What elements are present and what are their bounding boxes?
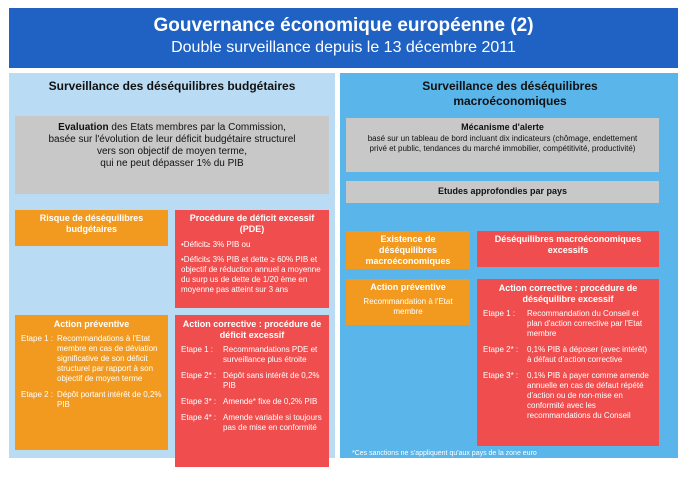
right-preventive-title: Action préventive — [370, 282, 446, 292]
evaluation-line4: qui ne peut dépasser 1% du PIB — [100, 158, 244, 169]
right-corrective-step — [483, 309, 653, 339]
step-text: Dépôt sans intérêt de 0,2% PIB — [223, 371, 320, 390]
excessifs-label: Déséquilibres macroéconomiques excessifs — [494, 234, 642, 255]
step-text: Recommandations PDE et surveillance plus étroite — [223, 345, 318, 364]
sanctions-footnote: *Ces sanctions ne s'appliquent qu'aux pays de la zone euro — [352, 450, 537, 457]
step-text: Amende* fixe de 0,2% PIB — [223, 397, 318, 406]
excessifs-box — [477, 231, 659, 267]
alerte-box — [346, 118, 659, 172]
step-text: Dépôt portant intérêt de 0,2% PIB — [57, 390, 162, 409]
step-text: 0,1% PIB à déposer (avec intérêt) à défaut d'action corrective — [527, 345, 648, 364]
evaluation-line1: des Etats membres par la Commission, — [108, 122, 286, 133]
step-label: Etape 3* : — [181, 397, 217, 406]
left-corrective-step — [181, 397, 323, 407]
right-corrective-step — [483, 371, 653, 421]
step-text: 0,1% PIB à payer comme amende annuelle en cas de défaut répété d'action ou de non-mise en conformité avec les recommandations du Conseil — [527, 371, 649, 420]
pde-item-2: •Déficit≤ 3% PIB et dette ≥ 60% PIB et objectif de réduction annuel a moyenne du surp us de dette de 1/20 ème en moyenne pas atteint sur 3 ans — [181, 255, 321, 294]
step-text: Recommandation du Conseil et plan d'action corrective par l'Etat membre — [527, 309, 643, 338]
left-corrective-title: Action corrective : procédure de déficit excessif — [182, 319, 322, 340]
right-corrective-step — [483, 345, 653, 365]
left-preventive-step — [21, 334, 162, 384]
step-label: Etape 2 : — [21, 390, 54, 399]
left-corrective-step — [181, 413, 323, 433]
evaluation-line3: vers son objectif de moyen terme, — [96, 146, 248, 157]
left-corrective-box — [175, 315, 329, 467]
step-label: Etape 2* : — [483, 345, 519, 354]
left-corrective-step — [181, 345, 323, 365]
pde-item-1: •Déficit≥ 3% PIB ou — [181, 240, 251, 249]
evaluation-box — [15, 116, 329, 194]
step-text: Recommandations à l'Etat membre en cas de déviation significative de son déficit structurel par rapport à son objectif de moyen terme — [57, 334, 158, 383]
step-label: Etape 4* : — [181, 413, 217, 422]
left-preventive-step — [21, 390, 162, 410]
step-label: Etape 3* : — [483, 371, 519, 380]
step-label: Etape 1 : — [181, 345, 214, 354]
etudes-box — [346, 181, 659, 203]
etudes-label: Etudes approfondies par pays — [437, 186, 568, 196]
evaluation-bold: Evaluation — [58, 122, 109, 133]
left-corrective-step — [181, 371, 323, 391]
step-label: Etape 1 : — [483, 309, 516, 318]
existence-box — [346, 231, 470, 269]
right-preventive-text: Recommandation à l'Etat membre — [363, 297, 453, 316]
existence-label: Existence de déséquilibres macroéconomiques — [365, 234, 451, 266]
right-corrective-title: Action corrective : procédure de déséquilibre excessif — [498, 283, 638, 304]
pde-box — [175, 210, 329, 308]
budget-column-heading: Surveillance des déséquilibres budgétaires — [48, 79, 296, 93]
left-preventive-title: Action préventive — [53, 319, 130, 329]
step-label: Etape 1 : — [21, 334, 54, 343]
right-preventive-box — [346, 279, 470, 325]
pde-title: Procédure de déficit excessif (PDE) — [189, 213, 315, 234]
evaluation-line2: basée sur l'évolution de leur déficit budgétaire structurel — [48, 134, 296, 145]
right-corrective-box — [477, 279, 659, 446]
macro-column-heading: Surveillance des déséquilibres macroéconomiques — [422, 79, 598, 108]
step-text: Amende variable si toujours pas de mise en conformité — [223, 413, 322, 432]
risque-label: Risque de déséquilibres budgétaires — [39, 213, 144, 234]
left-preventive-box — [15, 315, 168, 450]
alerte-text: basé sur un tableau de bord incluant dix indicateurs (chômage, endettement privé et public, tendances du marché immobilier, compétitivité, productivité) — [367, 134, 638, 153]
risque-box — [15, 210, 168, 246]
title-banner — [9, 8, 678, 68]
page-title: Gouvernance économique européenne (2) — [153, 15, 534, 36]
alerte-title: Mécanisme d'alerte — [461, 122, 544, 132]
page-subtitle: Double surveillance depuis le 13 décembre 2011 — [171, 39, 516, 56]
step-label: Etape 2* : — [181, 371, 217, 380]
